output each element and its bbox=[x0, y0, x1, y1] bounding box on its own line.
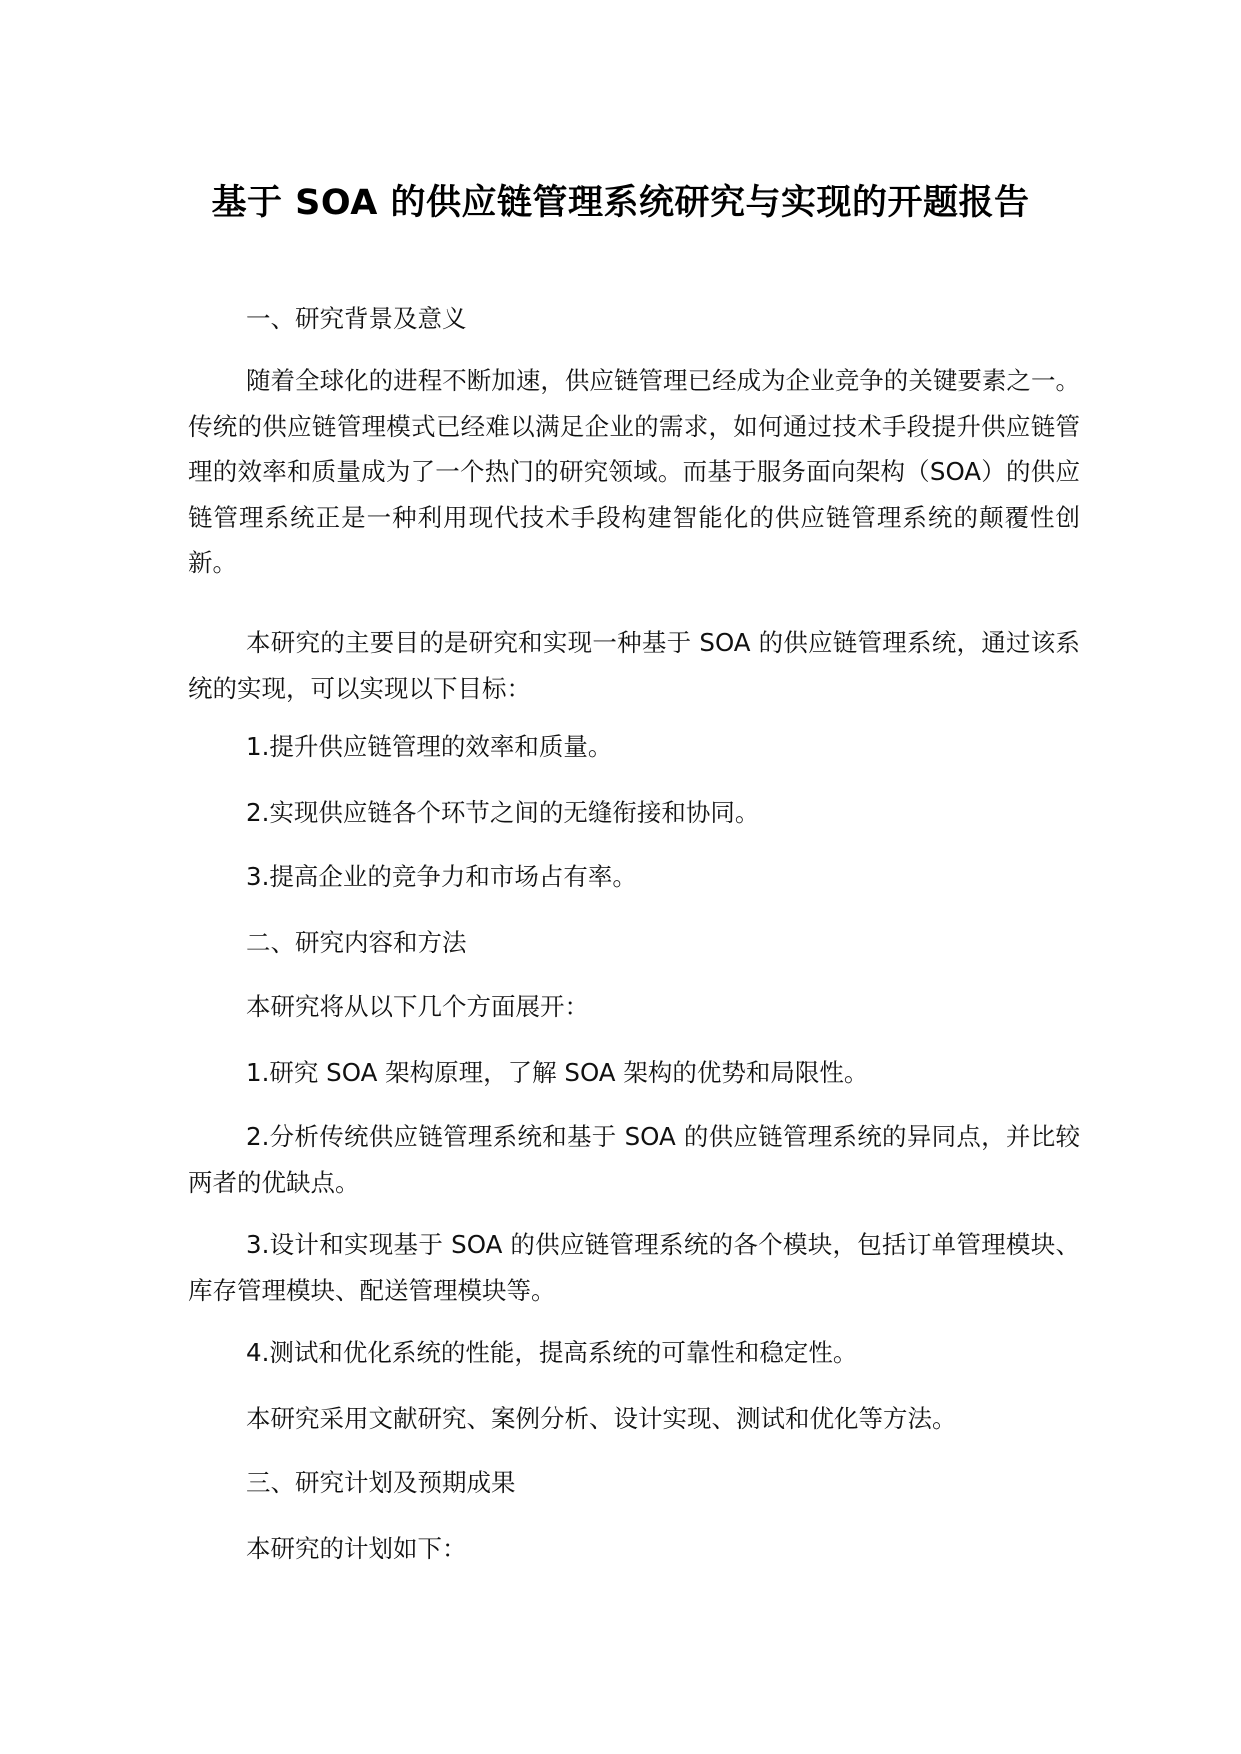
list-item-content-1: 1.研究 SOA 架构原理，了解 SOA 架构的优势和局限性。 bbox=[246, 1058, 869, 1087]
list-item-goal-3: 3.提高企业的竞争力和市场占有率。 bbox=[246, 862, 637, 891]
section-heading-background: 一、研究背景及意义 bbox=[246, 304, 467, 333]
section-heading-plan-results: 三、研究计划及预期成果 bbox=[246, 1468, 516, 1497]
list-item-content-3: 3.设计和实现基于 SOA 的供应链管理系统的各个模块，包括订单管理模块、库存管理模块、配送管理模块等。 bbox=[188, 1230, 1080, 1305]
list-item-content-4: 4.测试和优化系统的性能，提高系统的可靠性和稳定性。 bbox=[246, 1338, 858, 1367]
paragraph-plan-intro: 本研究的计划如下： bbox=[246, 1534, 467, 1563]
document-title: 基于 SOA 的供应链管理系统研究与实现的开题报告 bbox=[211, 183, 1030, 223]
paragraph-methods: 本研究采用文献研究、案例分析、设计实现、测试和优化等方法。 bbox=[246, 1404, 957, 1433]
paragraph-background: 随着全球化的进程不断加速，供应链管理已经成为企业竞争的关键要素之一。传统的供应链管理模式已经难以满足企业的需求，如何通过技术手段提升供应链管理的效率和质量成为了一个热门的研究领域。而基于服务面向架构（SOA）的供应链管理系统正是一种利用现代技术手段构建智能化的供应链管理系统的颠覆性创新。 bbox=[188, 366, 1080, 577]
paragraph-aspects-intro: 本研究将从以下几个方面展开： bbox=[246, 992, 589, 1021]
list-item-goal-1: 1.提升供应链管理的效率和质量。 bbox=[246, 732, 613, 761]
list-item-goal-2: 2.实现供应链各个环节之间的无缝衔接和协同。 bbox=[246, 798, 760, 827]
section-heading-content-methods: 二、研究内容和方法 bbox=[246, 928, 467, 957]
list-item-content-2: 2.分析传统供应链管理系统和基于 SOA 的供应链管理系统的异同点，并比较两者的优缺点。 bbox=[188, 1122, 1080, 1197]
paragraph-objective: 本研究的主要目的是研究和实现一种基于 SOA 的供应链管理系统，通过该系统的实现，可以实现以下目标： bbox=[188, 628, 1080, 703]
